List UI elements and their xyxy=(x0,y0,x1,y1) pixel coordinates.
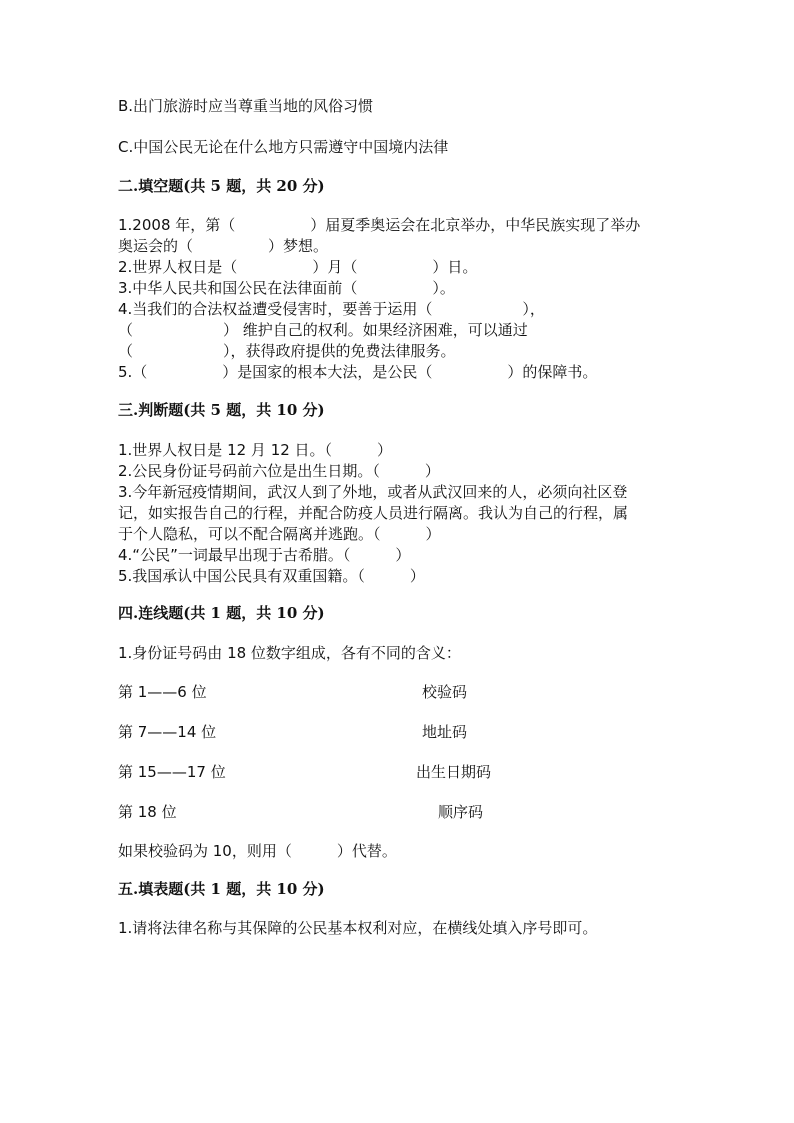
match-note: 如果校验码为 10，则用（ ）代替。 xyxy=(118,842,397,860)
judge-line: 1.世界人权日是 12 月 12 日。（ ） xyxy=(118,441,393,459)
match-right-item: 顺序码 xyxy=(438,803,484,821)
fill-line: 3.中华人民共和国公民在法律面前（ ）。 xyxy=(118,279,455,297)
match-right-item: 地址码 xyxy=(422,723,468,741)
fill-line: （ ），获得政府提供的免费法律服务。 xyxy=(118,342,456,360)
judge-line: 2.公民身份证号码前六位是出生日期。（ ） xyxy=(118,462,440,480)
match-right-item: 校验码 xyxy=(422,683,468,701)
judge-line: 于个人隐私，可以不配合隔离并逃跑。（ ） xyxy=(118,525,441,543)
option-c: C.中国公民无论在什么地方只需遵守中国境内法律 xyxy=(118,138,449,156)
match-right-item: 出生日期码 xyxy=(416,763,492,781)
fill-line: （ ） 维护自己的权利。如果经济困难，可以通过 xyxy=(118,321,528,339)
match-intro: 1.身份证号码由 18 位数字组成，各有不同的含义： xyxy=(118,644,461,662)
fill-line: 4.当我们的合法权益遭受侵害时，要善于运用（ ）， xyxy=(118,300,545,318)
section2-heading: 二.填空题(共 5 题，共 20 分) xyxy=(118,177,325,195)
fill-line: 1.2008 年，第（ ）届夏季奥运会在北京举办，中华民族实现了举办 xyxy=(118,216,641,234)
judge-line: 3.今年新冠疫情期间，武汉人到了外地，或者从武汉回来的人，必须向社区登 xyxy=(118,483,628,501)
match-left-item: 第 7——14 位 xyxy=(118,723,217,741)
judge-line: 记，如实报告自己的行程，并配合防疫人员进行隔离。我认为自己的行程，属 xyxy=(118,504,629,522)
fill-line: 5.（ ）是国家的根本大法，是公民（ ）的保障书。 xyxy=(118,363,598,381)
judge-line: 5.我国承认中国公民具有双重国籍。（ ） xyxy=(118,567,425,585)
section3-heading: 三.判断题(共 5 题，共 10 分) xyxy=(118,401,325,419)
option-b: B.出门旅游时应当尊重当地的风俗习惯 xyxy=(118,97,374,115)
match-left-item: 第 1——6 位 xyxy=(118,683,207,701)
match-left-item: 第 15——17 位 xyxy=(118,763,226,781)
section4-heading: 四.连线题(共 1 题，共 10 分) xyxy=(118,604,325,622)
fill-line: 奥运会的（ ）梦想。 xyxy=(118,237,329,255)
fill-line: 2.世界人权日是（ ）月（ ）日。 xyxy=(118,258,478,276)
match-left-item: 第 18 位 xyxy=(118,803,177,821)
judge-line: 4.“公民”一词最早出现于古希腊。（ ） xyxy=(118,546,411,564)
section5-heading: 五.填表题(共 1 题，共 10 分) xyxy=(118,880,325,898)
table-intro: 1.请将法律名称与其保障的公民基本权利对应，在横线处填入序号即可。 xyxy=(118,919,598,937)
